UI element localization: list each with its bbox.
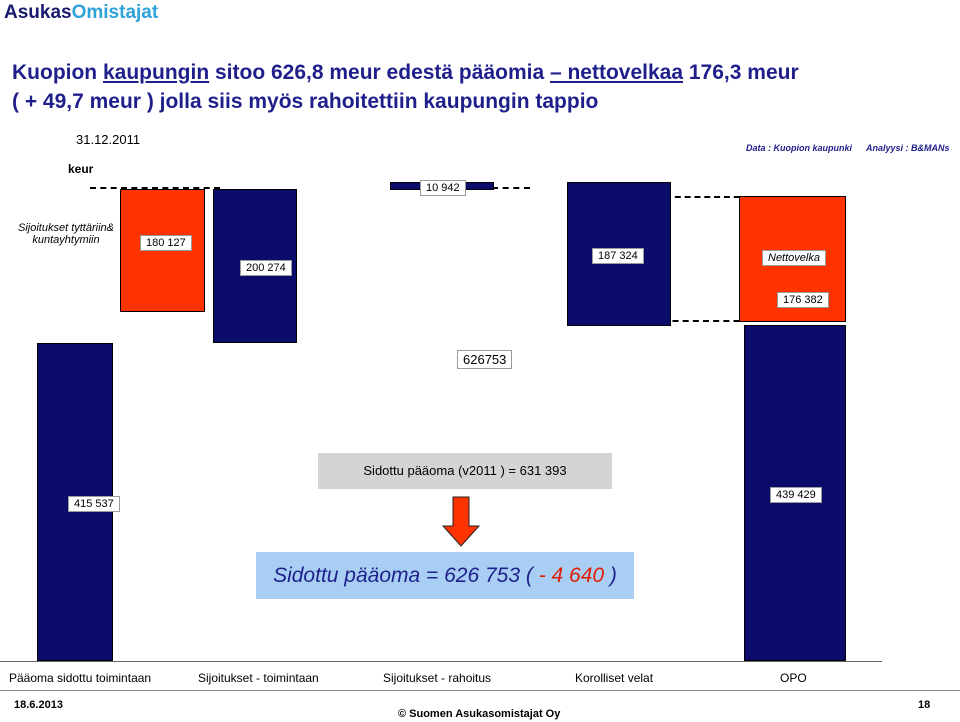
brand-part-1: Asukas — [4, 2, 72, 23]
value-label-10942: 10 942 — [420, 180, 466, 196]
summary-end: ) — [604, 564, 617, 587]
footer-copyright: © Suomen Asukasomistajat Oy — [398, 708, 561, 720]
value-label-415537: 415 537 — [68, 496, 120, 512]
connector-line-2 — [492, 187, 530, 189]
brand-part-2: Omistajat — [71, 2, 159, 23]
title-part-2: kaupungin — [102, 61, 210, 84]
analysis-label: Analyysi : B&MANs — [866, 143, 950, 153]
summary-change: - 4 640 — [538, 564, 605, 587]
title-line-2: ( + 49,7 meur ) jolla siis myös rahoitettiin kaupungin tappio — [12, 90, 599, 113]
title-part-1: Kuopion — [12, 61, 103, 84]
title-part-3: sitoo 626,8 meur edestä pääomia — [209, 61, 550, 84]
value-label-176382: 176 382 — [777, 292, 829, 308]
sidottu-paaoma-summary-box — [256, 552, 634, 599]
footer-date: 18.6.2013 — [14, 699, 63, 711]
value-label-200274: 200 274 — [240, 260, 292, 276]
title-part-5: 176,3 meur — [683, 61, 799, 84]
note-sijoitukset-tyttariin: Sijoitukset tyttäriin& kuntayhtymiin — [18, 222, 114, 246]
value-label-180127: 180 127 — [140, 235, 192, 251]
total-label: 626753 — [457, 350, 512, 369]
slide-title — [12, 58, 942, 116]
category-label-sijoitukset-rahoitus: Sijoitukset - rahoitus — [383, 671, 492, 685]
category-label-sijoitukset-toimintaan: Sijoitukset - toimintaan — [198, 671, 319, 685]
category-label-paaoma: Pääoma sidottu toimintaan — [9, 671, 152, 685]
note-nettovelka: Nettovelka — [762, 250, 826, 266]
unit-label: keur — [68, 162, 94, 176]
category-label-korolliset-velat: Korolliset velat — [575, 671, 654, 685]
category-label-opo: OPO — [780, 671, 807, 685]
date-label: 31.12.2011 — [76, 132, 141, 147]
value-label-187324: 187 324 — [592, 248, 644, 264]
summary-main: Sidottu pääoma = 626 753 ( — [273, 564, 539, 587]
title-part-4: – nettovelkaa — [549, 61, 684, 84]
x-axis-line — [0, 661, 882, 662]
sidottu-paaoma-v2011-box: Sidottu pääoma (v2011 ) = 631 393 — [318, 453, 612, 489]
brand-logo — [4, 2, 158, 24]
value-label-439429: 439 429 — [770, 487, 822, 503]
footer-divider — [0, 690, 960, 691]
footer-page-number: 18 — [918, 699, 931, 711]
source-label: Data : Kuopion kaupunki — [746, 143, 853, 153]
down-arrow-icon — [441, 496, 481, 548]
